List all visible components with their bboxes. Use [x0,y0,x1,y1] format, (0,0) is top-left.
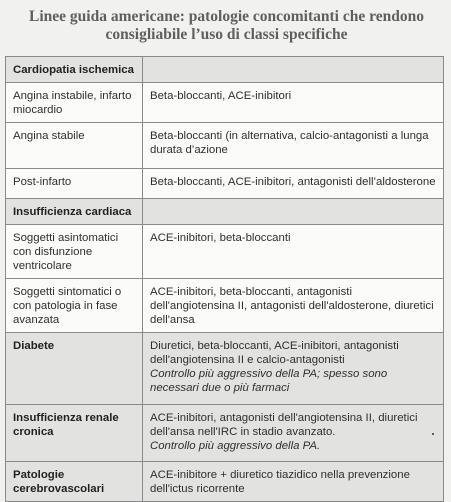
page-title [14,8,439,44]
row-note: Controllo più aggressivo della PA; spesso sono necessari due o più farmaci [150,368,388,394]
row-value-text: Diuretici, beta-bloccanti, ACE-inibitori, antagonisti dell'angiotensina II e calcio-antagonisti [150,340,399,366]
row-value-text: ACE-inibitori, antagonisti dell'angiotensina II, diuretici dell'ansa nell'IRC in stadio avanzato. [150,412,418,438]
table-row [6,169,444,199]
table-row [6,462,444,502]
row-label: Soggetti asintomatici con disfunzione ventricolare [6,225,143,279]
table-row [6,57,444,83]
row-value: ACE-inibitori, beta-bloccanti, antagonisti dell'angiotensina II, antagonisti dell'aldosterone, diuretici dell'ansa [143,279,444,333]
row-value [143,333,444,405]
speck-mark [432,433,434,435]
row-value [143,405,444,462]
row-value [143,57,444,83]
guidelines-table [5,56,444,502]
row-label: Diabete [6,333,143,405]
table-row [6,333,444,405]
row-label: Insufficienza renale cronica [6,405,143,462]
row-value: Beta-bloccanti, ACE-inibitori, antagonisti dell’aldosterone [143,169,444,199]
table-row [6,199,444,225]
row-value: Beta-bloccanti, ACE-inibitori [143,83,444,123]
row-label: Cardiopatia ischemica [6,57,143,83]
row-label: Insufficienza cardiaca [6,199,143,225]
row-value: ACE-inibitori, beta-bloccanti [143,225,444,279]
title-line-2: consigliabile l’uso di classi specifiche [105,26,348,43]
table-row [6,279,444,333]
row-note: Controllo più aggressivo della PA. [150,440,321,452]
row-label: Post-infarto [6,169,143,199]
row-value: ACE-inibitore + diuretico tiazidico nella prevenzione dell'ictus ricorrente [143,462,444,502]
row-value [143,199,444,225]
title-line-1: Linee guida americane: patologie concomitanti che rendono [29,8,424,25]
row-label: Patologie cerebrovascolari [6,462,143,502]
table-row [6,123,444,169]
table-row [6,83,444,123]
table-row [6,225,444,279]
row-value: Beta-bloccanti (in alternativa, calcio-antagonisti a lunga durata d’azione [143,123,444,169]
row-label: Soggetti sintomatici o con patologia in fase avanzata [6,279,143,333]
row-label: Angina instabile, infarto miocardio [6,83,143,123]
row-label: Angina stabile [6,123,143,169]
table-row [6,405,444,462]
